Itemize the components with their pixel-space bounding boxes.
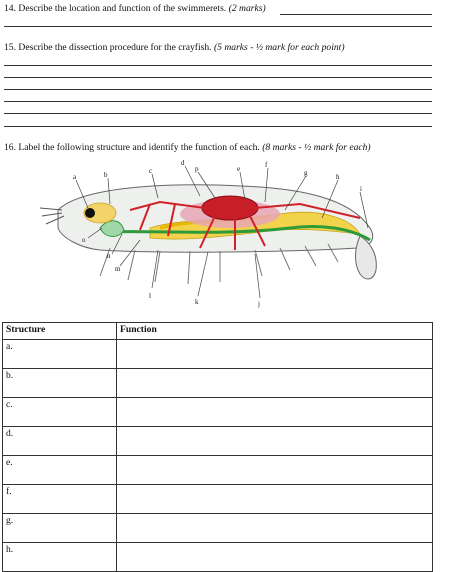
label-m: m [115, 265, 121, 273]
label-e: e [237, 165, 241, 173]
question-16 [4, 142, 371, 153]
structure-cell-a[interactable]: a. [3, 340, 117, 369]
function-cell-d[interactable] [117, 427, 433, 456]
q14-answer-line[interactable] [4, 26, 432, 27]
function-cell-e[interactable] [117, 456, 433, 485]
q15-answer-line-6[interactable] [4, 126, 432, 127]
structure-cell-h[interactable]: h. [3, 543, 117, 572]
q15-answer-line-3[interactable] [4, 89, 432, 90]
label-k: k [195, 298, 199, 306]
q14-marks: (2 marks) [228, 3, 266, 14]
q15-answer-line-5[interactable] [4, 113, 432, 114]
label-f: f [265, 161, 268, 169]
question-14 [4, 3, 266, 14]
table-row [3, 485, 433, 514]
structure-cell-f[interactable]: f. [3, 485, 117, 514]
q16-marks: (8 marks - ½ mark for each) [262, 142, 371, 153]
structure-cell-d[interactable]: d. [3, 427, 117, 456]
function-cell-c[interactable] [117, 398, 433, 427]
q15-answer-line-1[interactable] [4, 65, 432, 66]
table-row [3, 369, 433, 398]
label-c: c [149, 167, 153, 175]
table-row [3, 456, 433, 485]
label-o: o [82, 236, 86, 244]
function-cell-f[interactable] [117, 485, 433, 514]
q15-text: Describe the dissection procedure for the crayfish. [18, 42, 212, 53]
label-b: b [104, 171, 108, 179]
q14-answer-line-inline[interactable] [280, 14, 432, 15]
table-row [3, 543, 433, 572]
q14-number: 14. [4, 3, 16, 14]
q14-text: Describe the location and function of the swimmerets. [18, 3, 227, 14]
q15-marks: (5 marks - ½ mark for each point) [213, 42, 345, 53]
header-structure: Structure [3, 323, 117, 340]
structure-function-table [2, 322, 433, 572]
table-row [3, 340, 433, 369]
structure-cell-e[interactable]: e. [3, 456, 117, 485]
question-15 [4, 42, 345, 53]
structure-cell-c[interactable]: c. [3, 398, 117, 427]
table-row [3, 398, 433, 427]
function-cell-h[interactable] [117, 543, 433, 572]
label-p: p [195, 165, 199, 173]
label-a: a [73, 173, 77, 181]
table-row [3, 514, 433, 543]
label-g: g [304, 169, 308, 177]
table-header-row [3, 323, 433, 340]
label-d: d [181, 159, 185, 167]
label-n: n [107, 252, 111, 260]
function-cell-a[interactable] [117, 340, 433, 369]
header-function: Function [117, 323, 433, 340]
label-h: h [336, 173, 340, 181]
q15-answer-line-2[interactable] [4, 77, 432, 78]
crayfish-anatomy-diagram [40, 158, 400, 308]
label-j: j [258, 300, 260, 308]
label-i: i [360, 185, 362, 193]
q16-text: Label the following structure and identify the function of each. [18, 142, 260, 153]
q16-number: 16. [4, 142, 16, 153]
function-cell-b[interactable] [117, 369, 433, 398]
label-l: l [149, 292, 151, 300]
table-row [3, 427, 433, 456]
q15-answer-line-4[interactable] [4, 101, 432, 102]
q15-number: 15. [4, 42, 16, 53]
structure-cell-b[interactable]: b. [3, 369, 117, 398]
structure-cell-g[interactable]: g. [3, 514, 117, 543]
function-cell-g[interactable] [117, 514, 433, 543]
